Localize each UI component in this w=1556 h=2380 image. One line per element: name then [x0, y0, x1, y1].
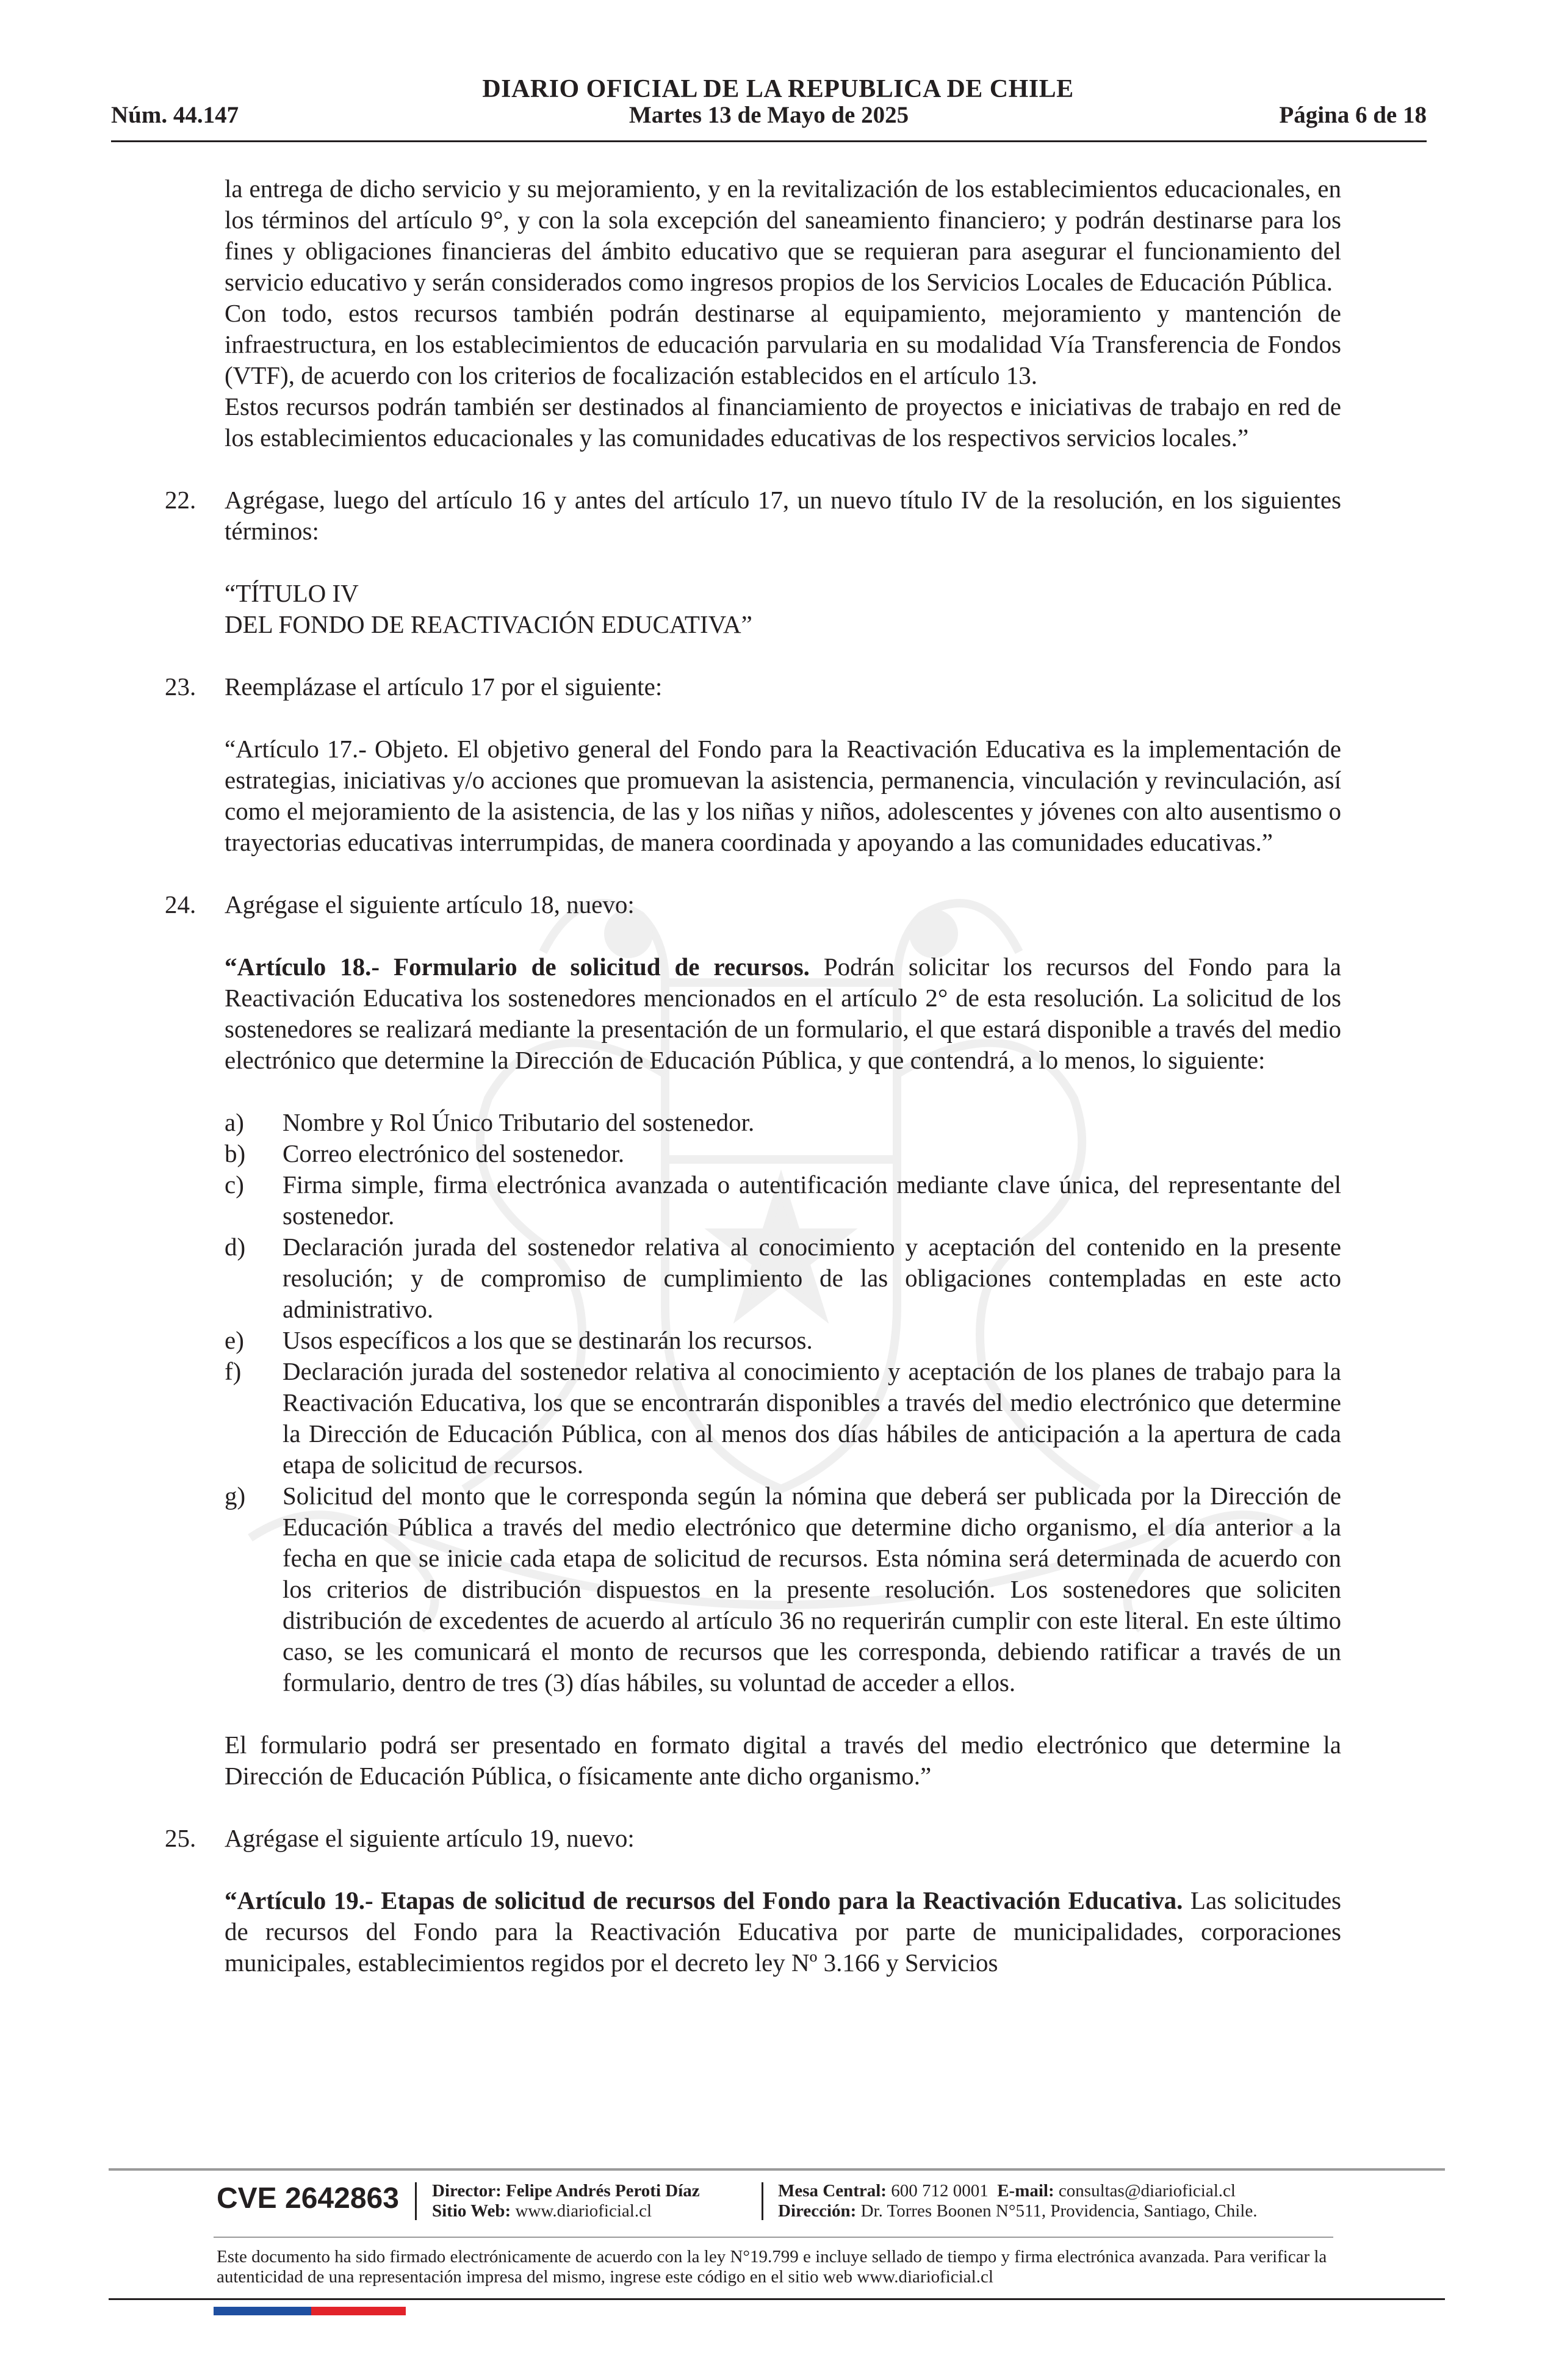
item-22	[165, 485, 1341, 547]
item-text: Agrégase el siguiente artículo 19, nuevo:	[225, 1824, 635, 1852]
title-iv-line-1: “TÍTULO IV	[225, 579, 359, 607]
article-18	[225, 951, 1341, 1076]
item-24	[165, 889, 1341, 920]
phone-value: 600 712 0001	[891, 2181, 989, 2201]
header-row	[111, 101, 1427, 133]
email-link[interactable]: consultas@diarioficial.cl	[1058, 2181, 1236, 2201]
director-name: Felipe Andrés Peroti Díaz	[506, 2181, 700, 2201]
list-item: g) Solicitud del monto que le corresponda según la nómina que deberá ser publicada por la Dirección de Educación Pública a través del medio electrónico que determine dicho organismo, el día anterior a la fecha en que se inicie cada etapa de solicitud de recursos. Esta nómina será determinada de acuerdo con los criterios de distribución dispuestos en la presente resolución. Los sostenedores que soliciten distribución de excedentes de acuerdo al artículo 36 no requerirán cumplir con este literal. En este último caso, se les comunicará el monto de recursos que les corresponda, debiendo ratificar a través de un formulario, dentro de tres (3) días hábiles, su voluntad de acceder a ellos.	[225, 1482, 1341, 1697]
flag-stripe-blue	[214, 2307, 311, 2315]
email-label: E-mail:	[997, 2181, 1054, 2201]
site-link[interactable]: www.diarioficial.cl	[515, 2201, 652, 2221]
director-label: Director:	[432, 2181, 502, 2201]
address-label: Dirección:	[778, 2201, 857, 2221]
footer-separator	[415, 2182, 417, 2220]
phone-label: Mesa Central:	[778, 2181, 887, 2201]
article-19	[225, 1885, 1341, 1978]
article-17: “Artículo 17.- Objeto. El objetivo general del Fondo para la Reactivación Educativa es la implementación de estrategias, iniciativas y/o acciones que promuevan la asistencia, permanencia, vinculación y revinculación, así como el mejoramiento de la asistencia, de las y los niñas y niños, adolescentes y jóvenes con alto ausentismo o trayectorias educativas interrumpidas, de manera coordinada y apoyando a las comunidades educativas.”	[225, 735, 1341, 856]
address-value: Dr. Torres Boonen N°511, Providencia, Santiago, Chile.	[860, 2201, 1258, 2221]
continued-paragraph-1: la entrega de dicho servicio y su mejoramiento, y en la revitalización de los establecimientos educacionales, en los términos del artículo 9°, y con la sola excepción del saneamiento financiero; y podrán destinarse para los fines y obligaciones financieras del ámbito educativo que se requieran para asegurar el funcionamiento del servicio educativo y serán considerados como ingresos propios de los Servicios Locales de Educación Pública.	[225, 175, 1341, 296]
continued-paragraph-2: Con todo, estos recursos también podrán destinarse al equipamiento, mejoramiento y mantención de infraestructura, en los establecimientos de educación parvularia en su modalidad Vía Transferencia de Fondos (VTF), de acuerdo con los criterios de focalización establecidos en el artículo 13.	[225, 299, 1341, 389]
header-divider	[111, 140, 1427, 142]
footer-separator	[762, 2182, 763, 2220]
footer-contact-block	[778, 2181, 1257, 2221]
article-18-text: Podrán solicitar los recursos del Fondo para la Reactivación Educativa los sostenedores mencionados en el artículo 2° de esta resolución. La solicitud de los sostenedores se realizará mediante la presentación de un formulario, el que estará disponible a través del medio electrónico que determine la Dirección de Educación Pública, y que contendrá, a lo menos, lo siguiente:	[225, 953, 1341, 1074]
item-number: 25.	[165, 1824, 196, 1852]
item-number: 23.	[165, 673, 196, 701]
issue-number: Núm. 44.147	[111, 102, 239, 128]
article-18-closing: El formulario podrá ser presentado en formato digital a través del medio electrónico que determine la Dirección de Educación Pública, o físicamente ante dicho organismo.”	[225, 1731, 1341, 1790]
item-25	[165, 1823, 1341, 1854]
item-23	[165, 671, 1341, 702]
flag-stripe-red	[311, 2307, 406, 2315]
site-label: Sitio Web:	[432, 2201, 511, 2221]
continued-paragraph-3: Estos recursos podrán también ser destinados al financiamiento de proyectos e iniciativas de trabajo en red de los establecimientos educacionales y las comunidades educativas de los respectivos servicios locales.”	[225, 392, 1341, 452]
issue-date: Martes 13 de Mayo de 2025	[629, 102, 909, 128]
list-item: a) Nombre y Rol Único Tributario del sostenedor.	[225, 1108, 755, 1136]
title-iv-line-2: DEL FONDO DE REACTIVACIÓN EDUCATIVA”	[225, 610, 752, 638]
article-19-heading: “Artículo 19.- Etapas de solicitud de recursos del Fondo para la Reactivación Educativa.	[225, 1886, 1183, 1914]
article-19-text: Las solicitudes de recursos del Fondo para la Reactivación Educativa por parte de municipalidades, corporaciones municipales, establecimientos regidos por el decreto ley Nº 3.166 y Servicios	[225, 1886, 1341, 1977]
footer-divider-bottom	[109, 2298, 1445, 2300]
item-text: Agrégase el siguiente artículo 18, nuevo:	[225, 890, 635, 918]
list-item: e) Usos específicos a los que se destinarán los recursos.	[225, 1326, 813, 1354]
footer-divider-mid	[214, 2237, 1333, 2238]
list-item: f) Declaración jurada del sostenedor relativa al conocimiento y aceptación de los planes de trabajo para la Reactivación Educativa, los que se encontrarán disponibles a través del medio electrónico que determine la Dirección de Educación Pública, con al menos dos días hábiles de anticipación a la apertura de cada etapa de solicitud de recursos.	[225, 1357, 1341, 1479]
list-item: d) Declaración jurada del sostenedor relativa al conocimiento y aceptación del contenido en la presente resolución; y de compromiso de cumplimiento de las obligaciones contempladas en este acto administrativo.	[225, 1233, 1341, 1323]
signature-note: Este documento ha sido firmado electrónicamente de acuerdo con la ley N°19.799 e incluye sellado de tiempo y firma electrónica avanzada. Para verificar la autenticidad de una representación impresa del mismo, ingrese este código en el sitio web www.diarioficial.cl	[217, 2247, 1327, 2287]
item-number: 22.	[165, 486, 196, 514]
requirements-list	[225, 1107, 1341, 1698]
cve-code: CVE 2642863	[217, 2182, 399, 2215]
page-indicator: Página 6 de 18	[1279, 102, 1427, 128]
list-item: c) Firma simple, firma electrónica avanzada o autentificación mediante clave única, del representante del sostenedor.	[225, 1170, 1341, 1230]
list-item: b) Correo electrónico del sostenedor.	[225, 1139, 625, 1167]
article-18-heading: “Artículo 18.- Formulario de solicitud de recursos.	[225, 953, 810, 981]
item-text: Agrégase, luego del artículo 16 y antes del artículo 17, un nuevo título IV de la resolución, en los siguientes términos:	[225, 486, 1341, 545]
footer-director-block	[432, 2181, 700, 2221]
newspaper-title: DIARIO OFICIAL DE LA REPUBLICA DE CHILE	[482, 75, 1074, 103]
item-number: 24.	[165, 890, 196, 918]
document-body	[165, 173, 1341, 1978]
item-text: Reemplázase el artículo 17 por el siguiente:	[225, 673, 663, 701]
footer-divider-top	[109, 2168, 1445, 2171]
